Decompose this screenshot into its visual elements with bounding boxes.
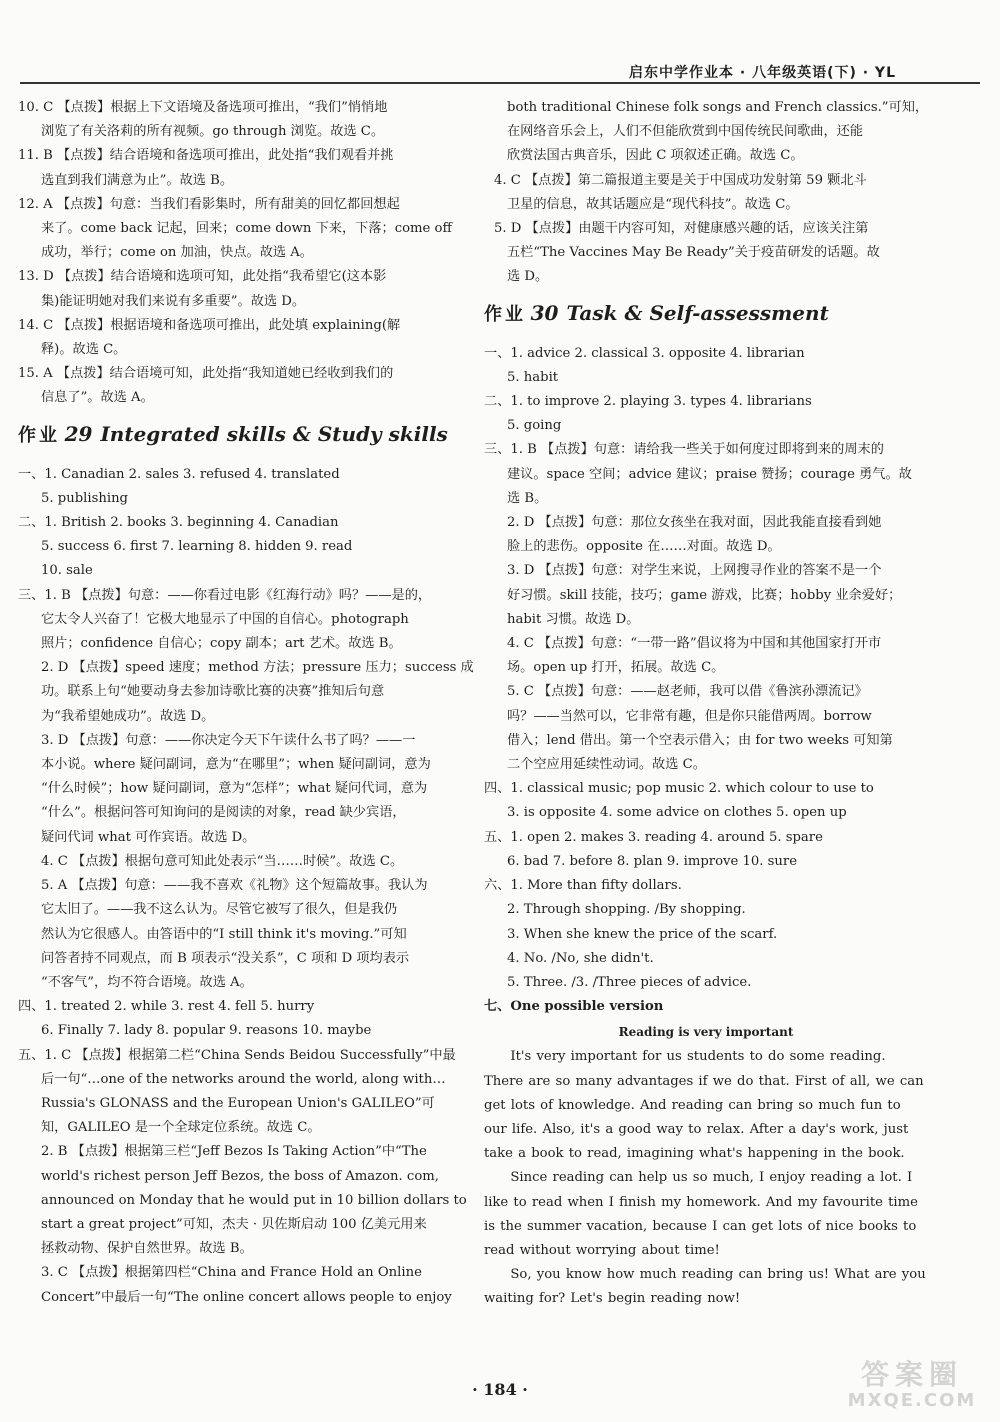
answer-line: 5. publishing xyxy=(41,490,129,506)
answer-line: 14. C 【点拨】根据语境和备选项可推出，此处填 explaining(解 xyxy=(18,317,401,333)
answer-line: 五、1. open 2. makes 3. reading 4. around 5. spare xyxy=(484,829,823,845)
answer-line: 4. C 【点拨】第二篇报道主要是关于中国成功发射第 59 颗北斗 xyxy=(494,172,867,188)
answer-line: 卫星的信息，故其话题应是“现代科技”。故选 C。 xyxy=(507,196,799,212)
answer-line: 一、1. Canadian 2. sales 3. refused 4. translated xyxy=(18,466,340,482)
answer-line: 6. bad 7. before 8. plan 9. improve 10. sure xyxy=(507,853,797,869)
answer-line: 五栏“The Vaccines May Be Ready”关于疫苗研发的话题。故 xyxy=(507,245,880,261)
answer-line: 问答者持不同观点，而 B 项表示“没关系”，C 项和 D 项均表示 xyxy=(41,950,410,966)
answer-line: 然认为它很感人。由答语中的“I still think it's moving.”可知 xyxy=(41,926,407,942)
answer-line: 10. sale xyxy=(41,563,93,579)
answer-line: 选 D。 xyxy=(507,269,549,285)
answer-line: both traditional Chinese folk songs and French classics.”可知， xyxy=(507,100,929,115)
answer-line: 11. B 【点拨】结合语境和备选项可推出，此处指“我们观看并挑 xyxy=(18,148,394,164)
answer-line: 4. C 【点拨】根据句意可知此处表示“当……时候”。故选 C。 xyxy=(41,853,404,869)
page-header xyxy=(20,48,980,84)
answer-line: 5. habit xyxy=(507,369,559,385)
answer-line: habit 习惯。故选 D。 xyxy=(507,611,640,627)
answer-line: 3. C 【点拨】根据第四栏“China and France Hold an Online xyxy=(41,1265,422,1281)
answer-line: 4. C 【点拨】句意：“一带一路”倡议将为中国和其他国家打开市 xyxy=(507,636,882,652)
sample-essay xyxy=(484,1021,928,1311)
answer-line: 4. No. /No, she didn't. xyxy=(507,950,654,966)
answer-line: 场。open up 打开，拓展。故选 C。 xyxy=(507,660,725,676)
answer-line: 为“我希望她成功”。故选 D。 xyxy=(41,708,215,724)
left-column xyxy=(18,96,474,1310)
right-column-lines xyxy=(484,96,928,1019)
answer-line: 2. Through shopping. /By shopping. xyxy=(507,902,746,918)
answer-line: 三、1. B 【点拨】句意：请给我一些关于如何度过即将到来的周末的 xyxy=(484,442,884,458)
answer-line: 3. D 【点拨】句意：——你决定今天下午读什么书了吗？——一 xyxy=(41,732,416,748)
answer-line: 借入；lend 借出。第一个空表示借入；由 for two weeks 可知第 xyxy=(507,732,893,748)
section-heading-label: 作业 xyxy=(484,303,526,325)
essay-paragraph: So, you know how much reading can bring us! What are you waiting for? Let's begin reading now! xyxy=(484,1267,926,1307)
watermark-logo xyxy=(842,1358,982,1418)
answer-line: 浏览了有关洛莉的所有视频。go through 浏览。故选 C。 xyxy=(41,124,385,140)
section-heading-title: Integrated skills & Study skills xyxy=(100,421,448,446)
answer-line: 12. A 【点拨】句意：当我们看影集时，所有甜美的回忆都回想起 xyxy=(18,196,400,212)
answer-line: 2. D 【点拨】句意：那位女孩坐在我对面，因此我能直接看到她 xyxy=(507,515,882,531)
answer-line: world's richest person Jeff Bezos, the boss of Amazon. com, xyxy=(41,1168,439,1184)
answer-line: 来了。come back 记起，回来；come down 下来，下落；come off xyxy=(41,221,452,237)
answer-line: 信息了”。故选 A。 xyxy=(41,390,154,406)
answer-line: 3. is opposite 4. some advice on clothes 5. open up xyxy=(507,805,847,821)
essay-paragraph: It's very important for us students to do some reading. There are so many advantages if we do that. First of all, we can get lots of knowledge. And reading can bring so much fun to our life. Also, it's a good way to relax. After a day's work, just take a book to read, imagining what's happening in the book. xyxy=(484,1049,924,1162)
answer-line: 3. When she knew the price of the scarf. xyxy=(507,926,778,942)
answer-line: 5. D 【点拨】由题干内容可知，对健康感兴趣的话，应该关注第 xyxy=(494,221,869,237)
answer-line: 后一句“…one of the networks around the world, along with… xyxy=(41,1071,446,1087)
watermark-line-1: 答案圈 xyxy=(860,1358,963,1391)
answer-line: 照片；confidence 自信心；copy 副本；art 艺术。故选 B。 xyxy=(41,636,402,652)
answer-line: 15. A 【点拨】结合语境可知，此处指“我知道她已经收到我们的 xyxy=(18,366,394,382)
essay-title: Reading is very important xyxy=(618,1025,794,1040)
answer-line: 本小说。where 疑问副词，意为“在哪里”；when 疑问副词，意为 xyxy=(41,757,431,773)
page-number: · 184 · xyxy=(472,1380,528,1399)
answer-line: 拯救动物、保护自然世界。故选 B。 xyxy=(41,1241,253,1257)
answer-line: 成功，举行；come on 加油，快点。故选 A。 xyxy=(41,245,313,261)
answer-line: 13. D 【点拨】结合语境和选项可知，此处指“我希望它(这本影 xyxy=(18,269,387,285)
answer-line: 欣赏法国古典音乐，因此 C 项叙述正确。故选 C。 xyxy=(507,148,804,164)
answer-line: 5. success 6. first 7. learning 8. hidden 9. read xyxy=(41,539,353,555)
answer-line: 五、1. C 【点拨】根据第二栏“China Sends Beidou Successfully”中最 xyxy=(18,1047,456,1063)
header-title: 启东中学作业本 · 八年级英语(下) · YL xyxy=(629,65,896,81)
answer-line: “什么时候”；how 疑问副词，意为“怎样”；what 疑问代词，意为 xyxy=(41,781,428,797)
answer-line: 六、1. More than fifty dollars. xyxy=(484,878,682,894)
answer-line: announced on Monday that he would put in 10 billion dollars to xyxy=(41,1192,467,1208)
answer-line: 集)能证明她对我们来说有多重要”。故选 D。 xyxy=(41,293,306,309)
answer-line: 它太旧了。——我不这么认为。尽管它被写了很久，但是我仍 xyxy=(41,902,398,918)
answer-line: 建议。space 空间；advice 建议；praise 赞扬；courage 勇气。故 xyxy=(507,466,912,482)
answer-line: 释)。故选 C。 xyxy=(41,342,127,358)
answer-line: 功。联系上句“她要动身去参加诗歌比赛的决赛”推知后句意 xyxy=(41,684,385,700)
answer-line: 选 B。 xyxy=(507,490,548,506)
answer-line: 在网络音乐会上，人们不但能欣赏到中国传统民间歌曲，还能 xyxy=(507,124,864,140)
section-heading-title: Task & Self-assessment xyxy=(566,300,829,325)
answer-line: start a great project”可知，杰夫 · 贝佐斯启动 100 亿美元用来 xyxy=(41,1216,427,1232)
answer-line: 二个空应用延续性动词。故选 C。 xyxy=(507,757,706,773)
answer-line: 三、1. B 【点拨】句意：——你看过电影《红海行动》吗？——是的， xyxy=(18,587,432,603)
answer-line: 二、1. to improve 2. playing 3. types 4. librarians xyxy=(484,394,812,410)
answer-line: 5. going xyxy=(507,418,562,434)
right-column xyxy=(484,96,928,1312)
answer-line: 3. D 【点拨】句意：对学生来说，上网搜寻作业的答案不是一个 xyxy=(507,563,882,579)
section-heading xyxy=(484,298,928,332)
answer-line: 5. Three. /3. /Three pieces of advice. xyxy=(507,974,752,990)
answer-line: “不客气”，均不符合语境。故选 A。 xyxy=(41,974,253,990)
section-heading xyxy=(18,419,460,453)
answer-line: 5. C 【点拨】句意：——赵老师，我可以借《鲁滨孙漂流记》 xyxy=(507,684,868,700)
answer-line: “什么”。根据问答可知询问的是阅读的对象，read 缺少宾语， xyxy=(41,805,406,821)
answer-line: 6. Finally 7. lady 8. popular 9. reasons 10. maybe xyxy=(41,1023,372,1039)
section-heading-number: 30 xyxy=(530,300,559,325)
answer-line: 四、1. classical music; pop music 2. which colour to use to xyxy=(484,781,874,797)
answer-line: 好习惯。skill 技能，技巧；game 游戏，比赛；hobby 业余爱好； xyxy=(507,587,902,603)
answer-line: 2. D 【点拨】speed 速度；method 方法；pressure 压力；success 成 xyxy=(41,660,474,676)
answer-line: 四、1. treated 2. while 3. rest 4. fell 5. hurry xyxy=(18,999,315,1015)
answer-line: 疑问代词 what 可作宾语。故选 D。 xyxy=(41,829,256,845)
answer-line: 七、One possible version xyxy=(484,999,664,1015)
answer-line: 选直到我们满意为止”。故选 B。 xyxy=(41,172,234,188)
answer-line: 一、1. advice 2. classical 3. opposite 4. librarian xyxy=(484,345,805,361)
answer-line: 脸上的悲伤。opposite 在……对面。故选 D。 xyxy=(507,539,781,555)
essay-paragraph: Since reading can help us so much, I enjoy reading a lot. I like to read when I finish my homework. And my favourite time is the summer vacation, because I can get lots of nice books to read without worrying about time! xyxy=(484,1170,918,1258)
answer-line: 它太令人兴奋了！它极大地显示了中国的自信心。photograph xyxy=(41,611,409,627)
answer-line: 知，GALILEO 是一个全球定位系统。故选 C。 xyxy=(41,1120,321,1136)
answer-line: Russia's GLONASS and the European Union's GALILEO”可 xyxy=(41,1095,435,1111)
section-heading-number: 29 xyxy=(64,421,93,446)
answer-line: Concert”中最后一句“The online concert allows people to enjoy xyxy=(41,1289,452,1305)
answer-line: 10. C 【点拨】根据上下文语境及备选项可推出，“我们”悄悄地 xyxy=(18,100,388,115)
answer-line: 5. A 【点拨】句意：——我不喜欢《礼物》这个短篇故事。我认为 xyxy=(41,878,428,894)
answer-line: 二、1. British 2. books 3. beginning 4. Canadian xyxy=(18,515,339,531)
watermark-line-2: MXQE.COM xyxy=(847,1390,977,1411)
section-heading-label: 作业 xyxy=(18,424,60,446)
answer-line: 吗？——当然可以，它非常有趣，但是你只能借两周。borrow xyxy=(507,708,872,724)
answer-line: 2. B 【点拨】根据第三栏“Jeff Bezos Is Taking Action”中“The xyxy=(41,1144,427,1160)
